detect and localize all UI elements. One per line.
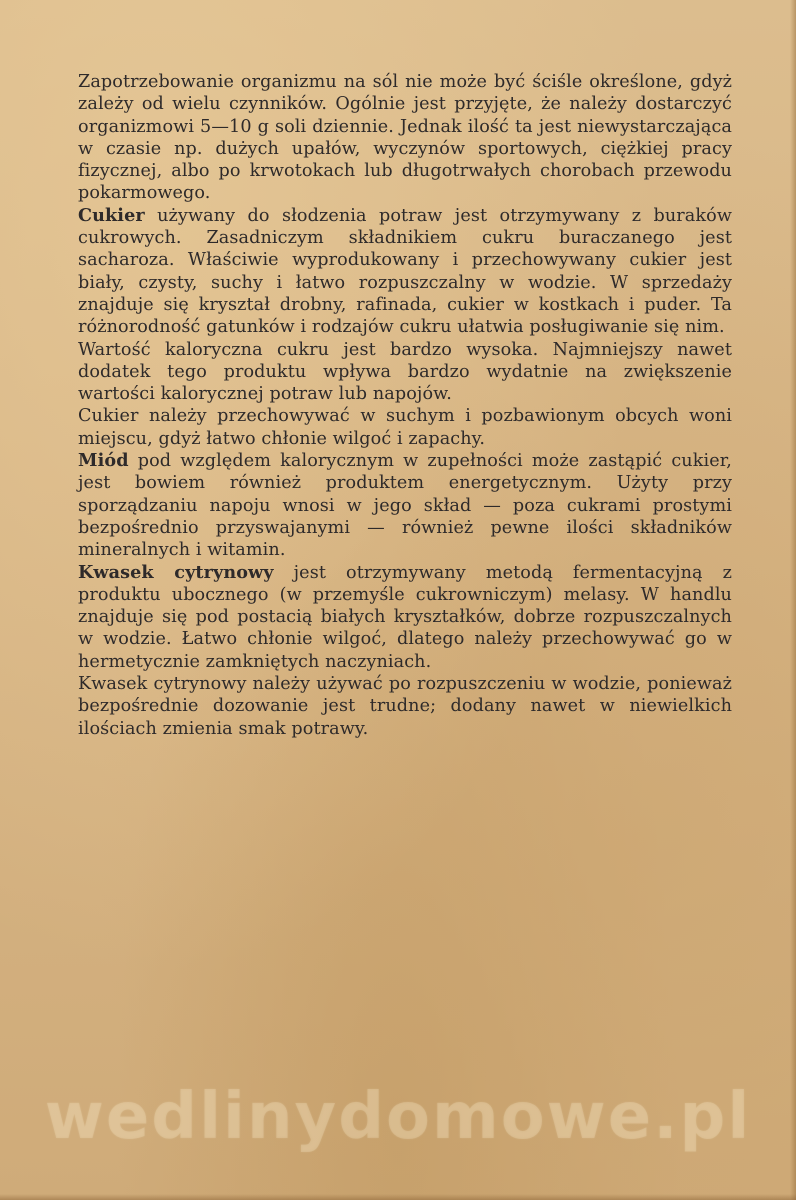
paragraph-text: Cukier należy przechowywać w suchym i pozbawionym obcych woni miejscu, gdyż łatwo chłonie wilgoć i zapachy. xyxy=(78,406,732,449)
paragraph-sugar xyxy=(78,205,732,339)
paragraph-lead: Kwasek cytrynowy xyxy=(78,561,274,583)
paragraph-sugar-calories xyxy=(78,339,732,406)
paragraph-text: Kwasek cytrynowy należy używać po rozpuszczeniu w wodzie, ponieważ bezpośrednie dozowanie jest trudne; dodany nawet w niewielkich ilościach zmienia smak potrawy. xyxy=(78,674,732,739)
body-text xyxy=(78,71,732,740)
paragraph-text: pod względem kalorycznym w zupełności może zastąpić cukier, jest bowiem również produktem energetycznym. Użyty przy sporządzaniu napoju wnosi w jego skład — poza cukrami prostymi bezpośrednio przyswajanymi — również pewne ilości składników mineralnych i witamin. xyxy=(78,451,732,561)
paragraph-text: Wartość kaloryczna cukru jest bardzo wysoka. Najmniejszy nawet dodatek tego produktu wpływa bardzo wydatnie na zwiększenie wartości kalorycznej potraw lub napojów. xyxy=(78,339,732,405)
paragraph-honey xyxy=(78,450,732,561)
paragraph-text: Zapotrzebowanie organizmu na sól nie może być ściśle określone, gdyż zależy od wielu czynników. Ogólnie jest przyjęte, że należy dostarczyć organizmowi 5—10 g soli dziennie. Jednak ilość ta jest niewystarczająca w czasie np. dużych upałów, wyczynów sportowych, ciężkiej pracy fizycznej, albo po krwotokach lub długotrwałych chorobach przewodu pokarmowego. xyxy=(78,72,732,204)
page-edge-shadow xyxy=(0,1194,796,1200)
paragraph-citric-acid xyxy=(78,562,732,673)
watermark: wedlinydomowe.pl xyxy=(44,1080,752,1154)
paragraph-text: jest otrzymywany metodą fermentacyjną z produktu ubocznego (w przemyśle cukrowniczym) melasy. W handlu znajduje się pod postacią białych kryształków, dobrze rozpuszczalnych w wodzie. Łatwo chłonie wilgoć, dlatego należy przechowywać go w hermetycznie zamkniętych naczyniach. xyxy=(78,562,732,672)
page-edge-shadow xyxy=(790,0,796,1200)
paragraph-text: używany do słodzenia potraw jest otrzymywany z buraków cukrowych. Zasadniczym składnikiem cukru buraczanego jest sacharoza. Właściwie wyprodukowany i przechowywany cukier jest biały, czysty, suchy i łatwo rozpuszczalny w wodzie. W sprzedaży znajduje się kryształ drobny, rafinada, cukier w kostkach i puder. Ta różnorodność gatunków i rodzajów cukru ułatwia posługiwanie się nim. xyxy=(78,205,732,338)
paragraph-lead: Cukier xyxy=(78,204,145,226)
paragraph-citric-acid-usage xyxy=(78,673,732,740)
paragraph-lead: Miód xyxy=(78,450,129,472)
paragraph-salt xyxy=(78,71,732,205)
paragraph-sugar-storage xyxy=(78,405,732,450)
